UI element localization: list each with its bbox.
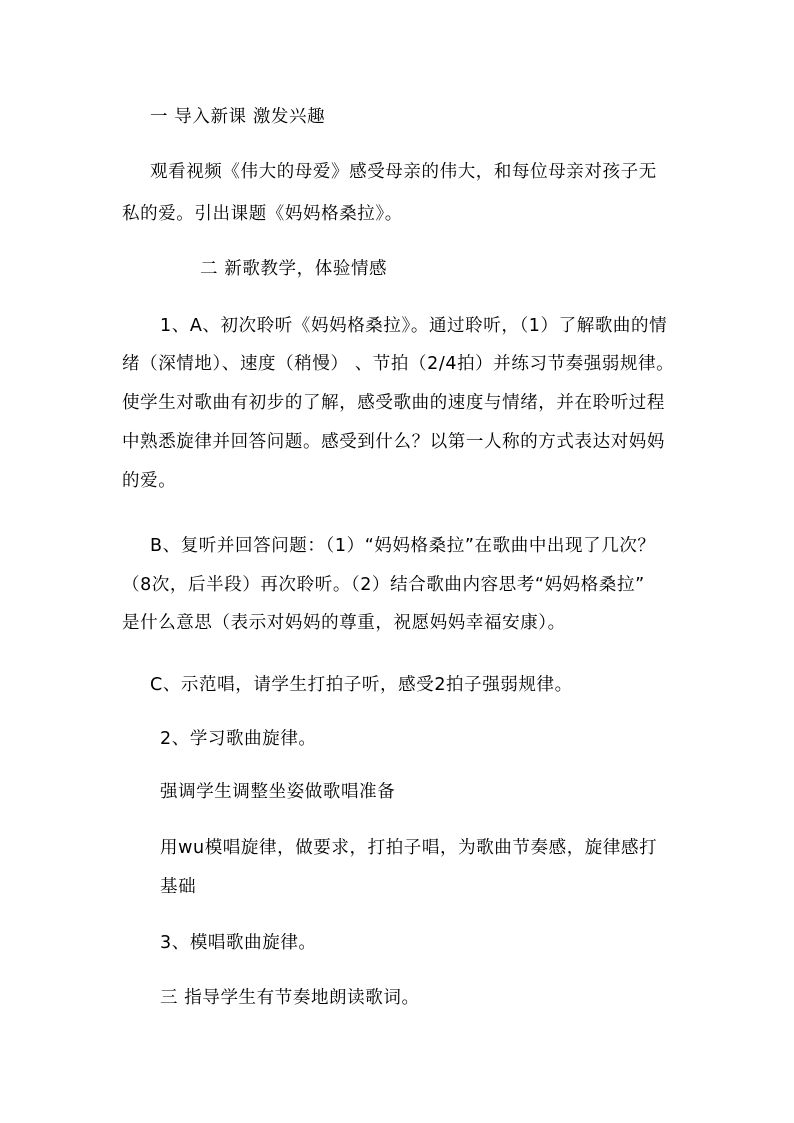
paragraph-line: 用wu模唱旋律，做要求，打拍子唱，为歌曲节奏感，旋律感打 [160, 838, 658, 858]
paragraph-line: 强调学生调整坐姿做歌唱准备 [160, 782, 396, 802]
paragraph-line: 基础 [160, 877, 197, 897]
paragraph-line: 观看视频《伟大的母爱》感受母亲的伟大，和每位母亲对孩子无 [150, 162, 657, 182]
section-heading-1: 一 导入新课 激发兴趣 [150, 107, 326, 127]
paragraph-line: 中熟悉旋律并回答问题。感受到什么？以第一人称的方式表达对妈妈 [122, 432, 665, 452]
paragraph-line: （8次，后半段）再次聆听。（2）结合歌曲内容思考“妈妈格桑拉” [122, 575, 645, 595]
paragraph-line: 私的爱。引出课题《妈妈格桑拉》。 [122, 204, 403, 224]
paragraph-line: B、复听并回答问题：（1）“妈妈格桑拉”在歌曲中出现了几次？ [150, 536, 656, 556]
paragraph-line: 是什么意思（表示对妈妈的尊重，祝愿妈妈幸福安康）。 [122, 613, 566, 633]
paragraph-line: 2、学习歌曲旋律。 [160, 729, 317, 749]
section-heading-2: 二 新歌教学，体验情感 [200, 259, 388, 279]
paragraph-line: 1、A、初次聆听《妈妈格桑拉》。通过聆听，（1）了解歌曲的情 [160, 316, 668, 336]
paragraph-line: 绪（深情地）、速度（稍慢） 、节拍（2/4拍）并练习节奏强弱规律。 [122, 354, 675, 374]
paragraph-line: 的爱。 [122, 471, 177, 491]
section-heading-3: 三 指导学生有节奏地朗读歌词。 [160, 988, 420, 1008]
paragraph-line: C、示范唱，请学生打拍子听，感受2拍子强弱规律。 [150, 675, 573, 695]
paragraph-line: 使学生对歌曲有初步的了解，感受歌曲的速度与情绪，并在聆听过程 [122, 393, 665, 413]
paragraph-line: 3、模唱歌曲旋律。 [160, 933, 317, 953]
